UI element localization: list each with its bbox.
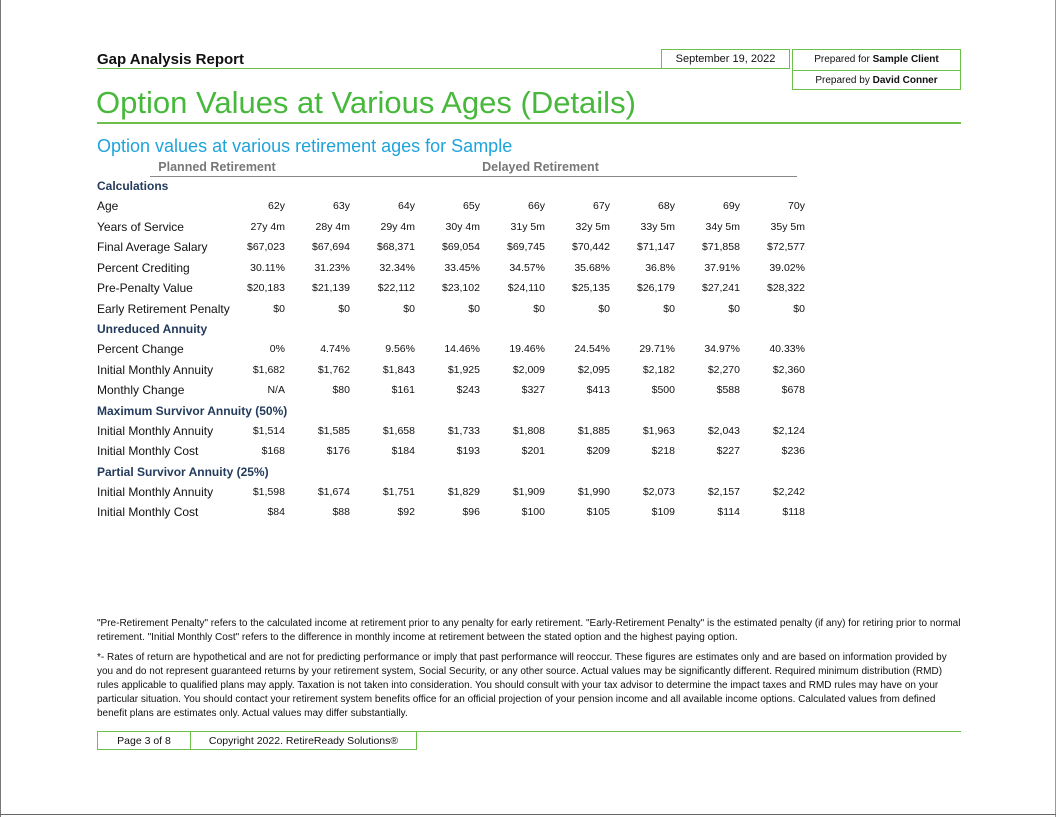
table-cell: $0 [273, 302, 285, 315]
table-cell: 62y [268, 200, 285, 213]
table-row [97, 441, 806, 462]
table-row [97, 421, 806, 442]
table-cell: 30.11% [250, 261, 285, 274]
footnote-definitions: "Pre-Retirement Penalty" refers to the calculated income at retirement prior to any penalty for early retirement. "Early-Retirement Penalty" is the estimated penalty (if any) for retiring prior to normal retirement. "Initial Monthly Cost" refers to the difference in monthly income at retirement between the stated option and the highest paying option. [97, 618, 961, 643]
table-row [97, 360, 806, 381]
table-row [97, 299, 806, 320]
table-cell: 39.02% [769, 261, 805, 274]
table-cell: $0 [728, 302, 740, 315]
title-rule [97, 122, 961, 124]
section-label: Partial Survivor Annuity (25%) [97, 464, 269, 479]
table-cell: $1,909 [512, 485, 545, 498]
table-row [97, 380, 806, 401]
row-label: Initial Monthly Cost [97, 505, 199, 520]
table-cell: $1,990 [577, 485, 610, 498]
table-cell: $71,147 [637, 241, 675, 254]
table-row [97, 217, 806, 238]
table-cell: 4.74% [320, 343, 350, 356]
table-cell: $161 [391, 384, 415, 397]
table-cell: 66y [528, 200, 545, 213]
table-cell: 32.34% [379, 261, 415, 274]
table-cell: $227 [716, 445, 740, 458]
table-cell: 30y 4m [445, 220, 480, 233]
table-cell: $1,808 [512, 424, 545, 437]
table-cell: $327 [521, 384, 545, 397]
group-header-delayed: Delayed Retirement [284, 160, 797, 177]
table-cell: $678 [781, 384, 805, 397]
table-cell: $0 [338, 302, 350, 315]
table-cell: $1,829 [447, 485, 480, 498]
page-title: Option Values at Various Ages (Details) [96, 85, 636, 120]
row-label: Percent Change [97, 342, 184, 357]
table-cell: $2,182 [642, 363, 675, 376]
table-cell: $176 [326, 445, 350, 458]
table-cell: $1,514 [252, 424, 285, 437]
table-cell: $72,577 [767, 241, 805, 254]
table-cell: 29.71% [639, 343, 675, 356]
table-cell: 24.54% [574, 343, 610, 356]
table-cell: $28,322 [767, 282, 805, 295]
prepared-for-label: Prepared for [814, 54, 870, 65]
table-row [97, 278, 806, 299]
table-cell: 35y 5m [770, 220, 805, 233]
table-cell: $236 [781, 445, 805, 458]
table-cell: $100 [521, 506, 545, 519]
table-cell: $69,745 [507, 241, 545, 254]
table-row [97, 237, 806, 258]
table-body [97, 176, 806, 523]
table-cell: $1,843 [382, 363, 415, 376]
option-values-table [97, 176, 806, 523]
group-header-planned: Planned Retirement [150, 160, 284, 177]
prepared-for-row [793, 50, 960, 70]
table-cell: $500 [651, 384, 675, 397]
table-cell: $26,179 [637, 282, 675, 295]
table-cell: $1,598 [252, 485, 285, 498]
table-cell: N/A [267, 384, 285, 397]
table-cell: $0 [403, 302, 415, 315]
table-cell: $2,095 [577, 363, 610, 376]
table-cell: $68,371 [377, 241, 415, 254]
table-cell: $1,751 [382, 485, 415, 498]
table-cell: $209 [586, 445, 610, 458]
report-title: Gap Analysis Report [97, 51, 244, 68]
table-row [97, 482, 806, 503]
table-cell: 34.57% [509, 261, 545, 274]
table-cell: $218 [651, 445, 675, 458]
table-cell: $2,242 [772, 485, 805, 498]
table-cell: 0% [269, 343, 285, 356]
table-cell: $109 [651, 506, 675, 519]
table-row [97, 502, 806, 523]
table-cell: 31y 5m [510, 220, 545, 233]
table-cell: $0 [468, 302, 480, 315]
table-cell: $1,682 [252, 363, 285, 376]
table-cell: $80 [332, 384, 350, 397]
table-cell: $0 [533, 302, 545, 315]
table-row [97, 339, 806, 360]
table-cell: $243 [456, 384, 480, 397]
table-cell: $1,585 [317, 424, 350, 437]
table-cell: 27y 4m [250, 220, 285, 233]
table-cell: 19.46% [509, 343, 545, 356]
table-cell: 37.91% [704, 261, 740, 274]
row-label: Monthly Change [97, 383, 185, 398]
table-cell: $2,043 [707, 424, 740, 437]
table-cell: $1,658 [382, 424, 415, 437]
prepared-by-label: Prepared by [815, 75, 870, 86]
table-row [97, 196, 806, 217]
table-cell: 34y 5m [705, 220, 740, 233]
section-row [97, 462, 806, 482]
table-cell: $588 [716, 384, 740, 397]
table-cell: $0 [793, 302, 805, 315]
prepared-by-row [793, 70, 960, 91]
page-number: Page 3 of 8 [97, 732, 191, 750]
row-label: Pre-Penalty Value [97, 281, 193, 296]
table-cell: $24,110 [507, 282, 545, 295]
table-cell: $27,241 [702, 282, 740, 295]
table-cell: $92 [397, 506, 415, 519]
table-cell: $1,963 [642, 424, 675, 437]
page-border-left [0, 0, 1, 817]
table-cell: 68y [658, 200, 675, 213]
table-cell: $21,139 [312, 282, 350, 295]
table-cell: 33y 5m [640, 220, 675, 233]
table-cell: 31.23% [314, 261, 350, 274]
table-cell: 29y 4m [380, 220, 415, 233]
table-cell: 64y [398, 200, 415, 213]
table-cell: 35.68% [574, 261, 610, 274]
row-label: Initial Monthly Cost [97, 444, 199, 459]
table-cell: 36.8% [645, 261, 675, 274]
footnote-disclaimer: *- Rates of return are hypothetical and are not for predicting performance or imply that past performance will reoccur. These figures are estimates only and are based on information provided by you and do not represent guaranteed returns by your retirement system, Social Security, or any other source. Actual values may be significantly different. Required minimum distribution (RMD) rules applicable to qualified plans may apply. Taxation is not taken into consideration. You should consult with your tax advisor to determine the impact taxes and RMD rules may have on your particular situation. You should contact your retirement system benefits office for an official projection of your pension income and all available income options. Calculated values from defined benefit plans are estimates only. Actual values may differ substantially. [97, 652, 947, 719]
table-cell: 34.97% [704, 343, 740, 356]
table-cell: $0 [598, 302, 610, 315]
table-cell: 28y 4m [315, 220, 350, 233]
table-cell: $70,442 [572, 241, 610, 254]
prepared-by-name: David Conner [872, 75, 938, 86]
table-cell: $1,674 [317, 485, 350, 498]
table-cell: $2,360 [772, 363, 805, 376]
section-row [97, 176, 806, 196]
table-cell: $114 [717, 506, 740, 519]
table-cell: $88 [332, 506, 350, 519]
prepared-box [792, 49, 961, 90]
table-cell: 33.45% [444, 261, 480, 274]
table-cell: $2,270 [707, 363, 740, 376]
table-cell: $105 [586, 506, 610, 519]
report-date: September 19, 2022 [661, 49, 790, 69]
table-cell: $69,054 [442, 241, 480, 254]
row-label: Age [97, 199, 119, 214]
page-subtitle: Option values at various retirement ages for Sample [97, 136, 513, 156]
table-cell: $0 [663, 302, 675, 315]
section-label: Calculations [97, 179, 169, 193]
table-cell: 14.46% [444, 343, 480, 356]
table-cell: $2,124 [772, 424, 805, 437]
section-row [97, 319, 806, 339]
table-cell: $71,858 [702, 241, 740, 254]
table-cell: 63y [333, 200, 350, 213]
table-cell: $118 [782, 506, 805, 519]
table-cell: $193 [456, 445, 480, 458]
table-cell: $84 [267, 506, 285, 519]
table-cell: $201 [521, 445, 545, 458]
row-label: Initial Monthly Annuity [97, 362, 214, 377]
table-cell: $20,183 [247, 282, 285, 295]
section-label: Unreduced Annuity [97, 322, 208, 336]
header-rule [97, 68, 661, 69]
table-cell: $413 [586, 384, 610, 397]
row-label: Final Average Salary [97, 240, 208, 255]
row-label: Years of Service [97, 219, 184, 234]
table-cell: 32y 5m [575, 220, 610, 233]
table-cell: $22,112 [377, 282, 415, 295]
table-cell: 9.56% [385, 343, 415, 356]
row-label: Initial Monthly Annuity [97, 423, 214, 438]
copyright: Copyright 2022. RetireReady Solutions® [191, 732, 417, 750]
table-cell: $2,157 [707, 485, 740, 498]
table-cell: $2,009 [512, 363, 545, 376]
table-cell: 65y [463, 200, 480, 213]
table-cell: $67,694 [312, 241, 350, 254]
page-border-bottom [0, 814, 1056, 815]
table-cell: $23,102 [442, 282, 480, 295]
section-row [97, 401, 806, 421]
table-cell: $1,733 [447, 424, 480, 437]
table-row [97, 258, 806, 279]
row-label: Initial Monthly Annuity [97, 484, 214, 499]
table-cell: $184 [391, 445, 415, 458]
row-label: Early Retirement Penalty [97, 301, 230, 316]
table-cell: $1,885 [577, 424, 610, 437]
table-cell: $67,023 [247, 241, 285, 254]
table-cell: $25,135 [572, 282, 610, 295]
table-cell: 67y [593, 200, 610, 213]
table-cell: $1,925 [447, 363, 480, 376]
prepared-for-name: Sample Client [872, 54, 939, 65]
row-label: Percent Crediting [97, 260, 190, 275]
table-cell: $2,073 [642, 485, 675, 498]
table-cell: 70y [788, 200, 805, 213]
table-cell: 40.33% [769, 343, 805, 356]
table-cell: $168 [261, 445, 285, 458]
table-cell: $96 [462, 506, 480, 519]
table-cell: $1,762 [317, 363, 350, 376]
section-label: Maximum Survivor Annuity (50%) [97, 403, 288, 418]
table-cell: 69y [723, 200, 740, 213]
